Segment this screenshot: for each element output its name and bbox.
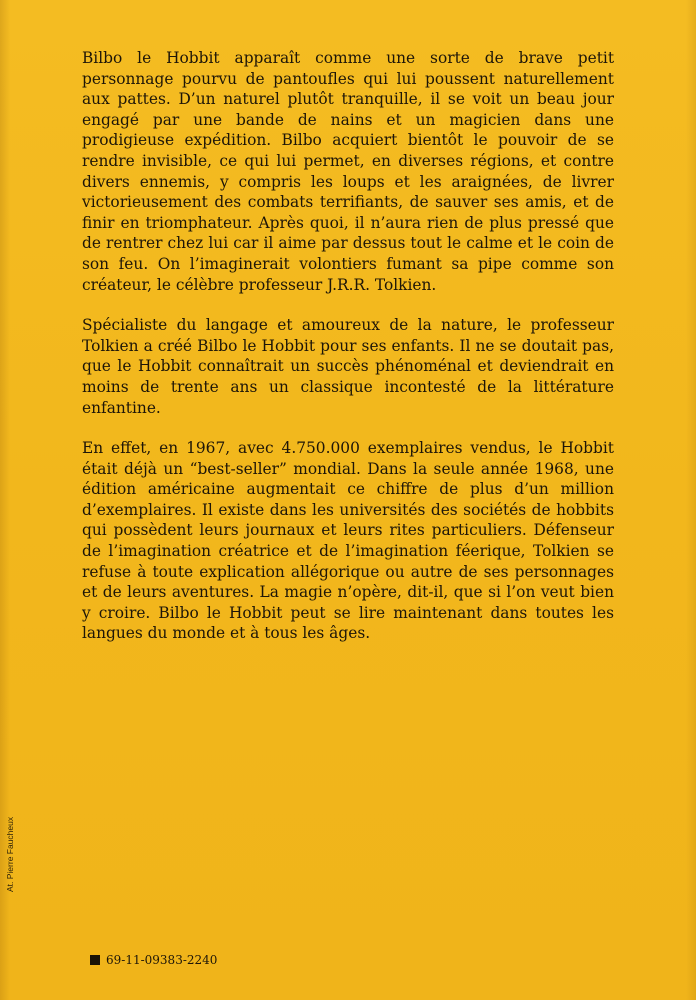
- designer-credit: At. Pierre Faucheux: [5, 816, 15, 892]
- black-square-icon: [90, 955, 100, 965]
- blurb-paragraph-1: Bilbo le Hobbit apparaît comme une sorte de brave petit personnage pourvu de pantoufles qui lui poussent naturellement aux pattes. D’un naturel plutôt tranquille, il se voit un beau jour engagé par une bande de nains et un magicien dans une prodigieuse expédition. Bilbo acquiert bientôt le pouvoir de se rendre invisible, ce qui lui permet, en diverses régions, et contre divers ennemis, y compris les loups et les araignées, de livrer victorieusement des combats terrifiants, de sauver ses amis, et de finir en triomphateur. Après quoi, il n’aura rien de plus pressé que de rentrer chez lui car il aime par dessus tout le calme et le coin de son feu. On l’imaginerait volontiers fumant sa pipe comme son créateur, le célèbre professeur J.R.R. Tolkien.: [82, 49, 614, 294]
- blurb-paragraph-2: Spécialiste du langage et amoureux de la nature, le professeur Tolkien a créé Bilbo le Hobbit pour ses enfants. Il ne se doutait pas, que le Hobbit connaîtrait un succès phénoménal et deviendrait en moins de trente ans un classique incontesté de la littérature enfantine.: [82, 316, 614, 417]
- isbn-block: [90, 952, 217, 968]
- blurb-paragraph-3: En effet, en 1967, avec 4.750.000 exemplaires vendus, le Hobbit était déjà un “best-seller” mondial. Dans la seule année 1968, une édition américaine augmentait ce chiffre de plus d’un million d’exemplaires. Il existe dans les universités des sociétés de hobbits qui possèdent leurs journaux et leurs rites particuliers. Défenseur de l’imagination créatrice et de l’imagination féerique, Tolkien se refuse à toute explication allégorique ou autre de ses personnages et de leurs aventures. La magie n’opère, dit-il, que si l’on veut bien y croire. Bilbo le Hobbit peut se lire maintenant dans toutes les langues du monde et à tous les âges.: [82, 439, 614, 643]
- isbn-number: 69-11-09383-2240: [106, 953, 218, 967]
- blurb-text: [82, 48, 614, 664]
